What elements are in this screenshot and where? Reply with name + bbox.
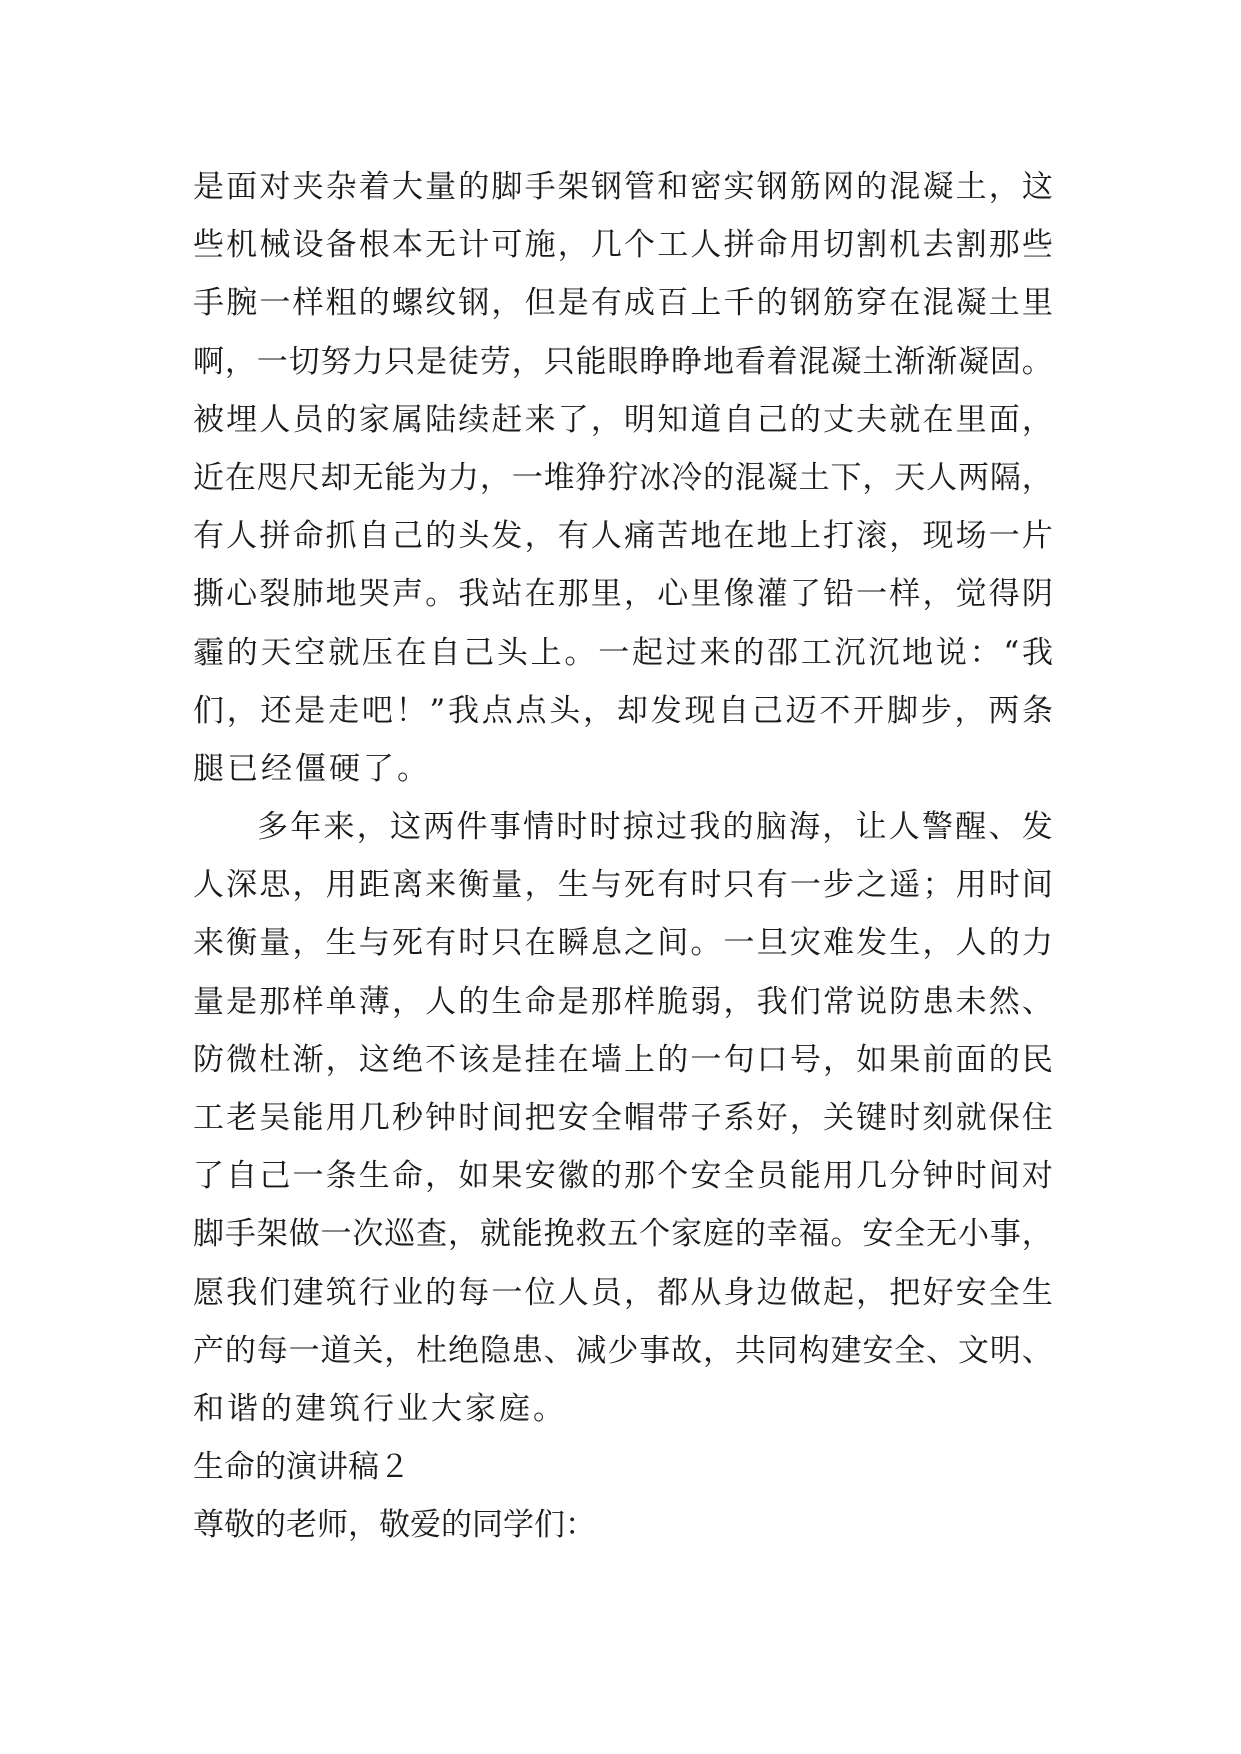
text-line: 是 面 对 夹 杂 着 大 量 的 脚 手 架 钢 管 和 密 实 钢 筋 网 的 混 凝 土 ， 这 <box>193 169 1053 205</box>
text-line: 们 ， 还 是 走 吧 ！ ” 我 点 点 头 ， 却 发 现 自 己 迈 不 开 脚 步 ， 两 条 <box>193 692 1053 729</box>
section-title-text: 生命的演讲稿２ <box>193 1449 410 1486</box>
text-line: 和 谐 的 建 筑 行 业 大 家 庭 。 <box>193 1390 564 1427</box>
text-line: 霾 的 天 空 就 压 在 自 己 头 上 。 一 起 过 来 的 邵 工 沉 沉 地 说 ： “ 我 <box>193 634 1053 671</box>
text-line: 啊 ， 一 切 努 力 只 是 徒 劳 ， 只 能 眼 睁 睁 地 看 着 混 凝 土 渐 渐 凝 固 。 <box>193 343 1053 380</box>
text-line: 防 微 杜 渐 ， 这 绝 不 该 是 挂 在 墙 上 的 一 句 口 号 ， 如 果 前 面 的 民 <box>193 1041 1053 1078</box>
salutation <box>193 1496 1053 1554</box>
text-line: 有 人 拼 命 抓 自 己 的 头 发 ， 有 人 痛 苦 地 在 地 上 打 滚 ， 现 场 一 片 <box>193 518 1053 555</box>
text-line: 工 老 吴 能 用 几 秒 钟 时 间 把 安 全 帽 带 子 系 好 ， 关 键 时 刻 就 保 住 <box>193 1100 1053 1136</box>
paragraph-2 <box>193 798 1053 1438</box>
text-line: 脚 手 架 做 一 次 巡 查 ， 就 能 挽 救 五 个 家 庭 的 幸 福 。 安 全 无 小 事 ， <box>193 1216 1053 1253</box>
text-line: 量 是 那 样 单 薄 ， 人 的 生 命 是 那 样 脆 弱 ， 我 们 常 说 防 患 未 然 、 <box>193 983 1053 1020</box>
text-line: 愿 我 们 建 筑 行 业 的 每 一 位 人 员 ， 都 从 身 边 做 起 ， 把 好 安 全 生 <box>193 1274 1053 1311</box>
text-line: 撕 心 裂 肺 地 哭 声 。 我 站 在 那 里 ， 心 里 像 灌 了 铅 一 样 ， 觉 得 阴 <box>193 576 1053 613</box>
text-line: 人 深 思 ， 用 距 离 来 衡 量 ， 生 与 死 有 时 只 有 一 步 之 遥 ； 用 时 间 <box>193 867 1053 904</box>
text-line: 手 腕 一 样 粗 的 螺 纹 钢 ， 但 是 有 成 百 上 千 的 钢 筋 穿 在 混 凝 土 里 <box>193 285 1053 322</box>
text-line: 腿 已 经 僵 硬 了 。 <box>193 750 428 787</box>
paragraph-1 <box>193 158 1053 798</box>
text-line: 了 自 己 一 条 生 命 ， 如 果 安 徽 的 那 个 安 全 员 能 用 几 分 钟 时 间 对 <box>193 1158 1053 1195</box>
text-line: 被 埋 人 员 的 家 属 陆 续 赶 来 了 ， 明 知 道 自 己 的 丈 夫 就 在 里 面 ， <box>193 401 1053 438</box>
document-body <box>193 158 1053 1555</box>
text-line: 多 年 来 ， 这 两 件 事 情 时 时 掠 过 我 的 脑 海 ， 让 人 警 醒 、 发 <box>257 809 1053 846</box>
text-line: 些 机 械 设 备 根 本 无 计 可 施 ， 几 个 工 人 拼 命 用 切 割 机 去 割 那 些 <box>193 227 1053 264</box>
text-line: 产 的 每 一 道 关 ， 杜 绝 隐 患 、 减 少 事 故 ， 共 同 构 建 安 全 、 文 明 、 <box>193 1332 1053 1369</box>
section-title <box>193 1438 1053 1496</box>
text-line: 近 在 咫 尺 却 无 能 为 力 ， 一 堆 狰 狞 冰 冷 的 混 凝 土 下 ， 天 人 两 隔 ， <box>193 459 1053 496</box>
text-line: 来 衡 量 ， 生 与 死 有 时 只 在 瞬 息 之 间 。 一 旦 灾 难 发 生 ， 人 的 力 <box>193 925 1053 962</box>
salutation-text: 尊敬的老师，敬爱的同学们： <box>193 1507 596 1544</box>
